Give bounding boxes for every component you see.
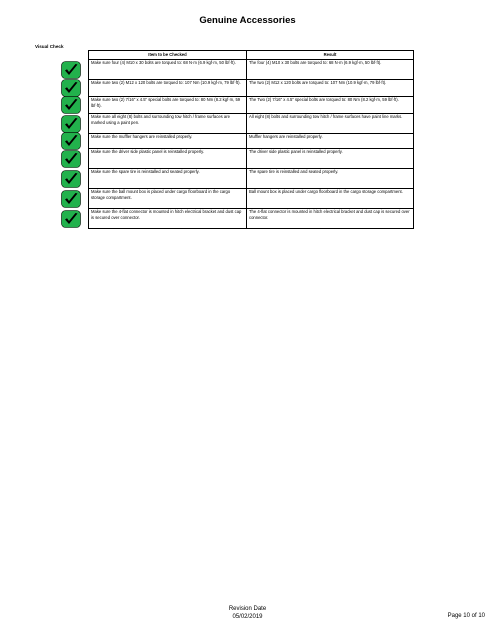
- item-cell: Make sure the driver side plastic panel is reinstalled properly.: [89, 149, 247, 169]
- item-cell: Make sure two (2) M12 x 120 bolts are torqued to: 107 Nm (10.9 kgf·m, 79 lbf·ft).: [89, 80, 247, 97]
- table-header-row: [89, 51, 414, 60]
- checkmark-icon: [61, 96, 81, 114]
- item-cell: Make sure two (2) 7/16" x 4.5" special bolts are torqued to: 80 Nm (8.2 kgf·m, 59 lbf·ft).: [89, 97, 247, 114]
- checkmark-icon: [61, 190, 81, 208]
- checkmark-icon: [61, 79, 81, 97]
- item-cell: Make sure the muffler hangers are reinstalled properly.: [89, 134, 247, 149]
- result-cell: Muffler hangers are reinstalled properly.: [247, 134, 414, 149]
- table-row: [89, 97, 414, 114]
- result-cell: The Two (2) 7/16" x 4.5" special bolts are torqued to: 80 Nm (8.2 kgf·m, 59 lbf·ft).: [247, 97, 414, 114]
- column-header-item: Item to be Checked: [89, 51, 247, 60]
- table-row: [89, 60, 414, 80]
- page-number: Page 10 of 10: [447, 613, 485, 619]
- checkmark-icon: [61, 170, 81, 188]
- column-header-result: Result: [247, 51, 414, 60]
- checkmark-icon: [61, 210, 81, 228]
- checkmark-icon: [61, 132, 81, 150]
- table-row: [89, 189, 414, 209]
- checkmark-icon: [61, 115, 81, 133]
- section-label: Visual Check: [35, 44, 64, 49]
- visual-check-table: [88, 50, 414, 229]
- result-cell: The 4-flat connector is mounted in hitch electrical bracket and dust cap is secured over connector.: [247, 209, 414, 229]
- result-cell: The two (2) M12 x 120 bolts are torqued to: 107 Nm (10.9 kgf·m, 79 lbf·ft).: [247, 80, 414, 97]
- checkmark-icon: [61, 150, 81, 168]
- page-title: Genuine Accessories: [199, 15, 296, 26]
- table-row: [89, 80, 414, 97]
- revision-label: Revision Date: [228, 606, 267, 612]
- revision-date: 05/02/2019: [232, 614, 263, 620]
- table-row: [89, 169, 414, 189]
- result-cell: The spare tire is reinstalled and seated properly.: [247, 169, 414, 189]
- result-cell: The driver side plastic panel is reinstalled properly.: [247, 149, 414, 169]
- checkmark-icon: [61, 61, 81, 79]
- result-cell: All eight (8) bolts and surrounding tow hitch / frame surfaces have paint line marks.: [247, 114, 414, 134]
- item-cell: Make sure all eight (8) bolts and surrounding tow hitch / frame surfaces are marked using a paint pen.: [89, 114, 247, 134]
- result-cell: The four (4) M10 x 30 bolts are torqued to: 68 N·m (6.9 kgf·m, 50 lbf·ft).: [247, 60, 414, 80]
- table-row: [89, 209, 414, 229]
- table-row: [89, 114, 414, 134]
- item-cell: Make sure the 4-flat connector is mounted in hitch electrical bracket and dust cap is secured over connector.: [89, 209, 247, 229]
- item-cell: Make sure four (4) M10 x 30 bolts are torqued to: 68 N·m (6.9 kgf·m, 50 lbf·ft).: [89, 60, 247, 80]
- item-cell: Make sure the spare tire is reinstalled and seated properly.: [89, 169, 247, 189]
- table-row: [89, 134, 414, 149]
- result-cell: Ball mount box is placed under cargo floorboard in the cargo storage compartment.: [247, 189, 414, 209]
- revision-block: [0, 605, 495, 621]
- item-cell: Make sure the ball mount box is placed under cargo floorboard in the cargo storage compartment.: [89, 189, 247, 209]
- table-row: [89, 149, 414, 169]
